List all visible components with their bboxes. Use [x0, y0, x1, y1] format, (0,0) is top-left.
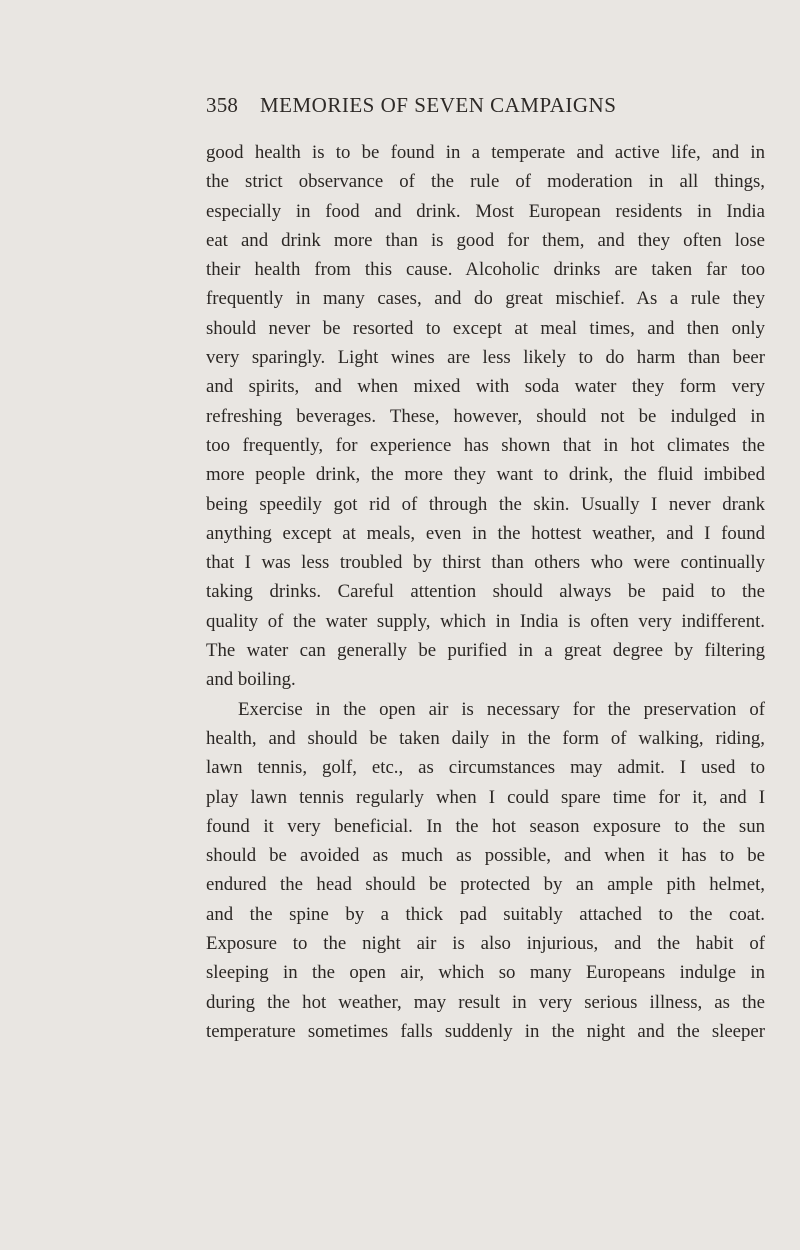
text-line: too frequently, for experience has shown that in hot climates the [206, 434, 765, 456]
text-line: during the hot weather, may result in very serious illness, as the [206, 991, 765, 1013]
text-line: should never be resorted to except at meal times, and then only [206, 317, 765, 339]
text-line: endured the head should be protected by an ample pith helmet, [206, 874, 765, 896]
text-line: quality of the water supply, which in India is often very indifferent. [206, 610, 765, 632]
text-line: Exposure to the night air is also injurious, and the habit of [206, 933, 765, 955]
text-line: the strict observance of the rule of moderation in all things, [206, 171, 765, 193]
page-header [206, 93, 766, 123]
text-line: The water can generally be purified in a great degree by filtering [206, 640, 765, 662]
paragraph-start-line: Exercise in the open air is necessary for the preservation of [238, 698, 765, 720]
text-line: frequently in many cases, and do great mischief. As a rule they [206, 288, 765, 310]
text-line: taking drinks. Careful attention should always be paid to the [206, 581, 765, 603]
text-line: should be avoided as much as possible, and when it has to be [206, 845, 765, 867]
text-line: anything except at meals, even in the hottest weather, and I found [206, 522, 765, 544]
text-line: more people drink, the more they want to drink, the fluid imbibed [206, 464, 765, 486]
text-line: their health from this cause. Alcoholic drinks are taken far too [206, 259, 765, 281]
text-line: especially in food and drink. Most European residents in India [206, 200, 765, 222]
text-line: that I was less troubled by thirst than others who were continually [206, 552, 765, 574]
text-line: good health is to be found in a temperate and active life, and in [206, 142, 765, 163]
text-line: eat and drink more than is good for them, and they often lose [206, 229, 765, 251]
body-text [206, 138, 765, 1046]
text-line: play lawn tennis regularly when I could spare time for it, and I [206, 786, 765, 808]
text-line: very sparingly. Light wines are less likely to do harm than beer [206, 347, 765, 369]
text-line: health, and should be taken daily in the form of walking, riding, [206, 727, 765, 749]
page-number: 358 [206, 93, 239, 117]
text-line: and spirits, and when mixed with soda water they form very [206, 376, 765, 398]
text-line: temperature sometimes falls suddenly in the night and the sleeper [206, 1020, 765, 1042]
running-title: MEMORIES OF SEVEN CAMPAIGNS [260, 93, 617, 117]
paragraph-end-line: and boiling. [206, 669, 296, 691]
text-line: and the spine by a thick pad suitably attached to the coat. [206, 903, 765, 925]
text-line: being speedily got rid of through the skin. Usually I never drank [206, 493, 765, 515]
text-line: found it very beneficial. In the hot season exposure to the sun [206, 815, 765, 837]
text-line: refreshing beverages. These, however, should not be indulged in [206, 405, 765, 427]
text-line: lawn tennis, golf, etc., as circumstances may admit. I used to [206, 757, 765, 779]
text-line: sleeping in the open air, which so many Europeans indulge in [206, 962, 765, 984]
